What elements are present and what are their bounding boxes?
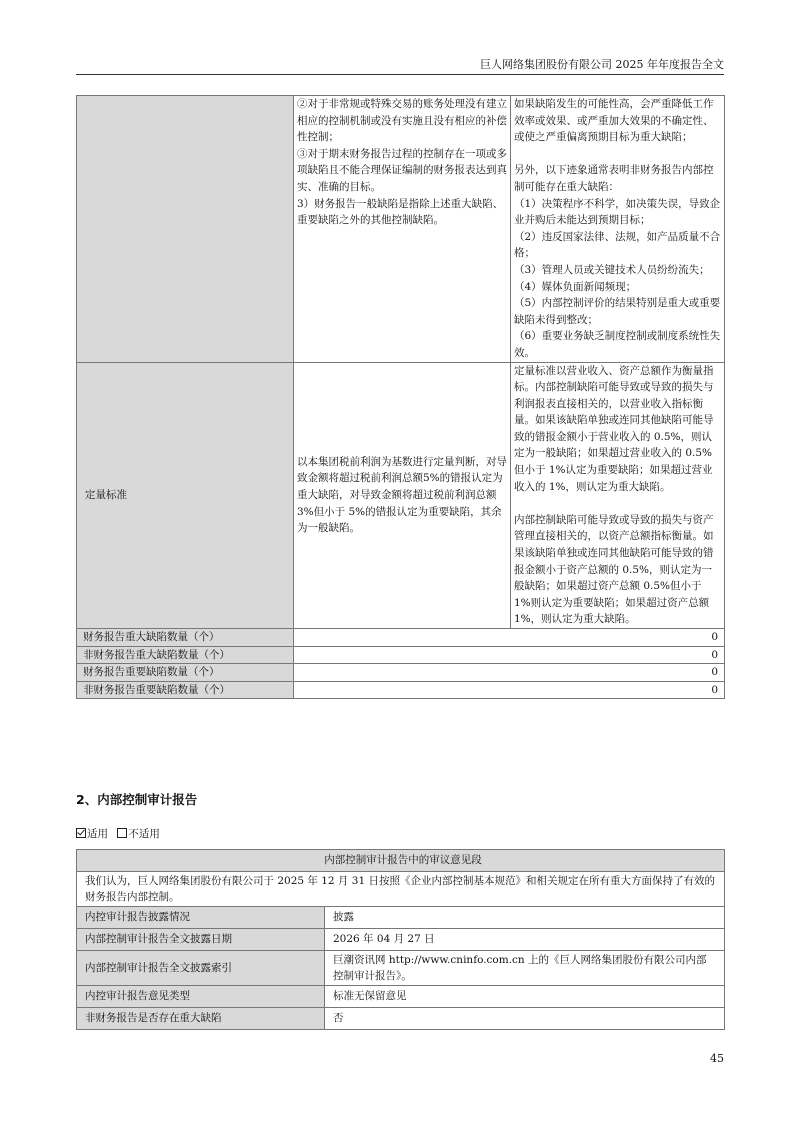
quantitative-criteria-label: 定量标准	[77, 362, 294, 629]
not-applicable-option[interactable]	[117, 828, 160, 840]
audit-info-label: 内部控制审计报告全文披露索引	[77, 951, 325, 986]
defect-count-label: 非财务报告重要缺陷数量（个）	[77, 681, 294, 699]
defect-count-label: 财务报告重要缺陷数量（个）	[77, 664, 294, 682]
defect-count-row	[77, 646, 725, 664]
unchecked-checkbox-icon	[117, 828, 127, 838]
audit-info-value: 标准无保留意见	[325, 986, 725, 1008]
audit-info-label: 非财务报告是否存在重大缺陷	[77, 1008, 325, 1030]
nonfinancial-qualitative-criteria: 如果缺陷发生的可能性高，会严重降低工作效率或效果、或严重加大效果的不确定性、或使之严重偏离预期目标为重大缺陷； 另外，以下迹象通常表明非财务报告内部控制可能存在重大缺陷： （1）决策程序不科学，如决策失误，导致企业并购后未能达到预期目标； （2）违反国家法律、法规，如产品质量不合格； （3）管理人员或关键技术人员纷纷流失； （4）媒体负面新闻频现； （5）内部控制评价的结果特别是重大或重要缺陷未得到整改； （6）重要业务缺乏制度控制或制度系统性失效。	[511, 96, 725, 363]
section-heading: 2、内部控制审计报告	[76, 792, 198, 807]
audit-info-value: 披露	[325, 907, 725, 929]
applicability-options	[76, 826, 166, 841]
defect-count-value: 0	[294, 629, 725, 647]
audit-info-value: 巨潮资讯网 http://www.cninfo.com.cn 上的《巨人网络集团股份有限公司内部控制审计报告》。	[325, 951, 725, 986]
audit-info-label: 内控审计报告披露情况	[77, 907, 325, 929]
qualitative-criteria-row	[77, 96, 725, 363]
audit-opinion-paragraph: 我们认为，巨人网络集团股份有限公司于 2025 年 12 月 31 日按照《企业内部控制基本规范》和相关规定在所有重大方面保持了有效的财务报告内部控制。	[77, 872, 725, 907]
defect-criteria-table	[76, 95, 725, 699]
audit-table-title-row	[77, 850, 725, 872]
defect-count-row	[77, 664, 725, 682]
header-divider	[76, 74, 724, 75]
financial-quantitative-criteria: 以本集团税前利润为基数进行定量判断，对导致金额将超过税前利润总额5%的错报认定为重大缺陷，对导致金额将超过税前利润总额 3%但小于 5%的错报认定为重要缺陷，其余为一般缺陷。	[294, 362, 511, 629]
audit-info-label: 内控审计报告意见类型	[77, 986, 325, 1008]
audit-report-table	[76, 849, 725, 1030]
applicable-label: 适用	[87, 828, 108, 840]
defect-count-row	[77, 629, 725, 647]
financial-qualitative-criteria: ②对于非常规或特殊交易的账务处理没有建立相应的控制机制或没有实施且没有相应的补偿性控制； ③对于期末财务报告过程的控制存在一项或多项缺陷且不能合理保证编制的财务报表达到真实、准确的目标。 3）财务报告一般缺陷是指除上述重大缺陷、重要缺陷之外的其他控制缺陷。	[294, 96, 511, 363]
checked-checkbox-icon	[76, 828, 86, 838]
audit-info-row	[77, 929, 725, 951]
audit-info-value: 2026 年 04 月 27 日	[325, 929, 725, 951]
defect-count-value: 0	[294, 664, 725, 682]
not-applicable-label: 不适用	[128, 828, 160, 840]
report-header-title: 巨人网络集团股份有限公司 2025 年年度报告全文	[480, 58, 724, 71]
defect-count-label: 非财务报告重大缺陷数量（个）	[77, 646, 294, 664]
audit-info-row	[77, 951, 725, 986]
audit-info-label: 内部控制审计报告全文披露日期	[77, 929, 325, 951]
audit-info-row	[77, 907, 725, 929]
audit-table-title: 内部控制审计报告中的审议意见段	[77, 850, 725, 872]
nonfinancial-quantitative-criteria: 定量标准以营业收入、资产总额作为衡量指标。内部控制缺陷可能导致或导致的损失与利润报表直接相关的，以营业收入指标衡量。如果该缺陷单独或连同其他缺陷可能导致的错报金额小于营业收入的 0.5%，则认定为一般缺陷；如果超过营业收入的 0.5%但小于 1%认定为重要缺陷；如果超过营业收入的 1%，则认定为重大缺陷。 内部控制缺陷可能导致或导致的损失与资产管理直接相关的，以资产总额指标衡量。如果该缺陷单独或连同其他缺陷可能导致的错报金额小于资产总额的 0.5%，则认定为一般缺陷；如果超过资产总额 0.5%但小于 1%则认定为重要缺陷；如果超过资产总额 1%，则认定为重大缺陷。	[511, 362, 725, 629]
page-number: 45	[710, 1052, 724, 1065]
defect-count-label: 财务报告重大缺陷数量（个）	[77, 629, 294, 647]
defect-count-value: 0	[294, 646, 725, 664]
audit-info-row	[77, 986, 725, 1008]
defect-count-row	[77, 681, 725, 699]
opinion-paragraph-row	[77, 872, 725, 907]
defect-count-value: 0	[294, 681, 725, 699]
audit-info-value: 否	[325, 1008, 725, 1030]
applicable-option[interactable]	[76, 828, 108, 840]
quantitative-criteria-row	[77, 362, 725, 629]
audit-info-row	[77, 1008, 725, 1030]
qualitative-label-cell	[77, 96, 294, 363]
